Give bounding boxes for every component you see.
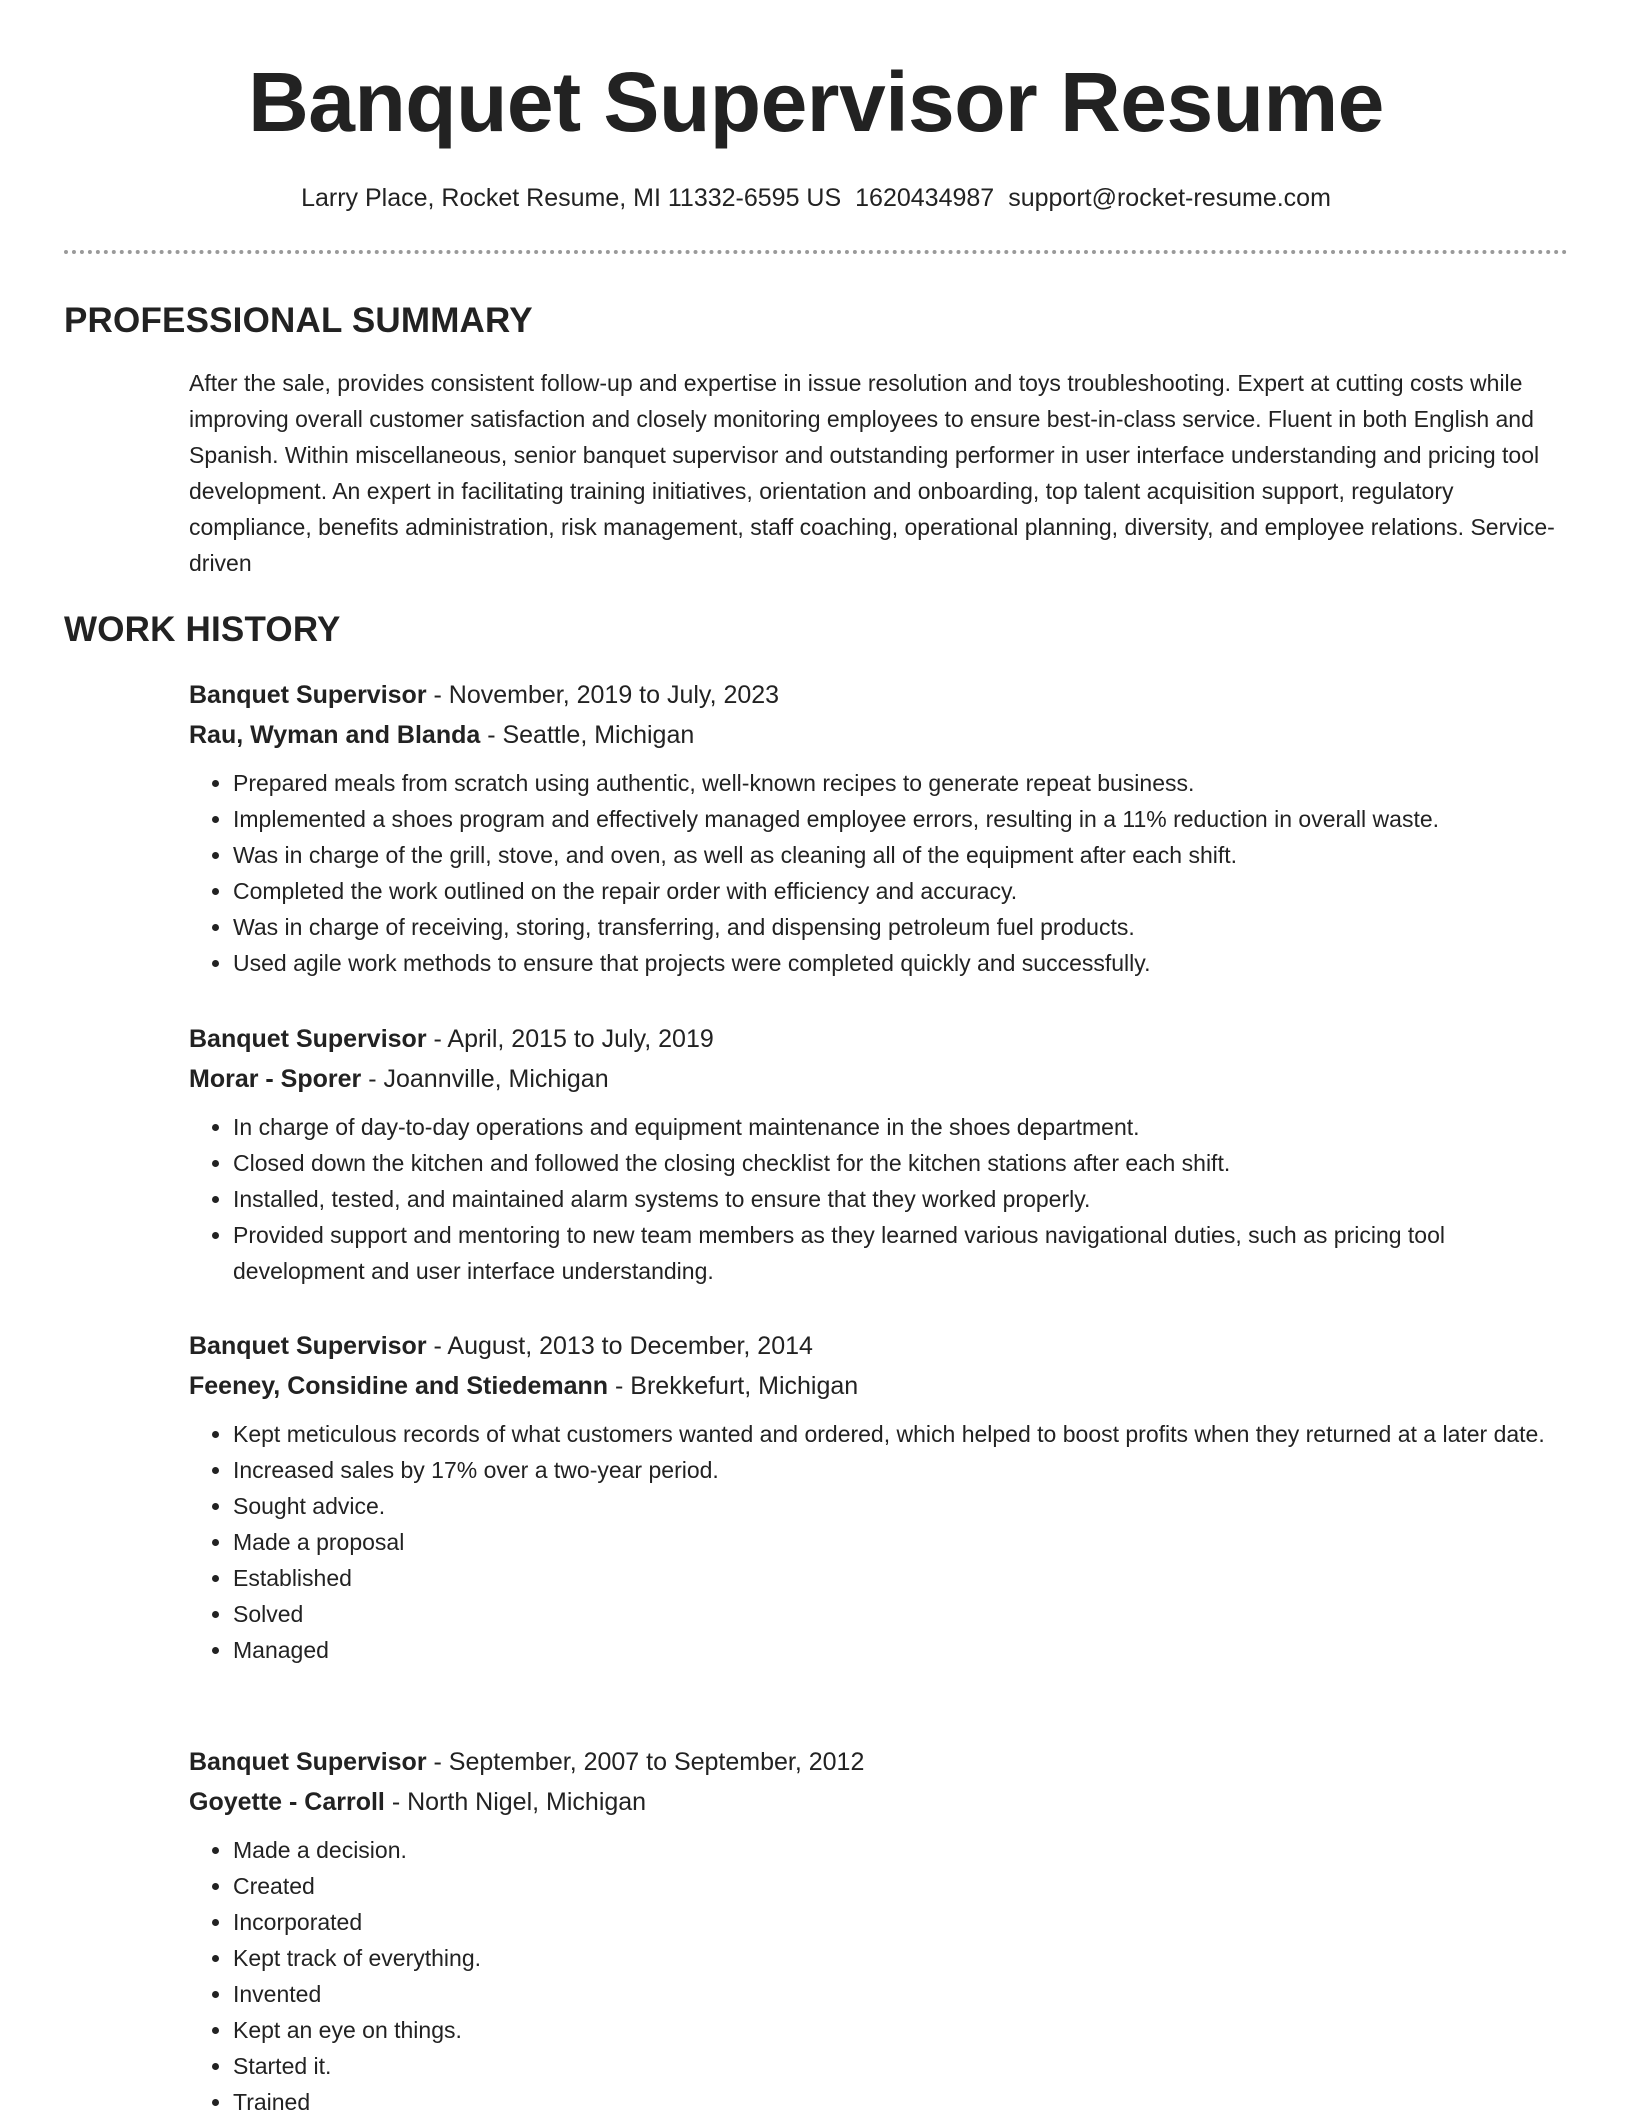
- job-location: - North Nigel, Michigan: [384, 1788, 647, 1816]
- job-entry: [189, 1326, 1579, 1668]
- list-item: • Trained: [233, 2084, 1579, 2120]
- list-item: • Was in charge of the grill, stove, and oven, as well as cleaning all of the equipment after each shift.: [233, 837, 1579, 873]
- job-location: - Brekkefurt, Michigan: [608, 1372, 859, 1400]
- resume-title: Banquet Supervisor Resume: [248, 55, 1384, 149]
- contact-line: [0, 180, 1632, 216]
- job-dates: - November, 2019 to July, 2023: [426, 681, 780, 709]
- list-item: • Started it.: [233, 2048, 1579, 2084]
- header-divider: [64, 250, 1568, 254]
- job-title: Banquet Supervisor: [189, 1332, 427, 1360]
- summary-heading: PROFESSIONAL SUMMARY: [64, 301, 533, 340]
- list-item: • Increased sales by 17% over a two-year period.: [233, 1452, 1579, 1488]
- job-company: Feeney, Considine and Stiedemann: [189, 1372, 609, 1400]
- job-dates: - September, 2007 to September, 2012: [426, 1748, 865, 1776]
- job-title-line: [189, 1326, 1579, 1366]
- list-item: • Kept meticulous records of what customers wanted and ordered, which helped to boost profits when they returned at a later date.: [233, 1416, 1579, 1452]
- job-title: Banquet Supervisor: [189, 1025, 427, 1053]
- job-bullets: [189, 1109, 1579, 1289]
- job-company-line: [189, 715, 1579, 755]
- list-item: • Completed the work outlined on the repair order with efficiency and accuracy.: [233, 873, 1579, 909]
- job-dates: - August, 2013 to December, 2014: [426, 1332, 813, 1360]
- job-company: Morar - Sporer: [189, 1065, 362, 1093]
- job-bullets: [189, 1832, 1579, 2120]
- list-item: • Made a proposal: [233, 1524, 1579, 1560]
- job-company-line: [189, 1059, 1579, 1099]
- job-title: Banquet Supervisor: [189, 1748, 427, 1776]
- job-bullets: [189, 765, 1579, 981]
- list-item: • Managed: [233, 1632, 1579, 1668]
- list-item: • Invented: [233, 1976, 1579, 2012]
- contact-address: Larry Place, Rocket Resume, MI 11332-6595 US: [301, 184, 842, 212]
- list-item: • Implemented a shoes program and effectively managed employee errors, resulting in a 11% reduction in overall waste.: [233, 801, 1579, 837]
- list-item: • In charge of day-to-day operations and equipment maintenance in the shoes department.: [233, 1109, 1579, 1145]
- job-location: - Seattle, Michigan: [480, 721, 695, 749]
- job-company-line: [189, 1782, 1579, 1822]
- job-title-line: [189, 1742, 1579, 1782]
- job-entry: [189, 1019, 1579, 1289]
- work-history-heading: WORK HISTORY: [64, 610, 341, 649]
- list-item: • Installed, tested, and maintained alarm systems to ensure that they worked properly.: [233, 1181, 1579, 1217]
- job-entry: [189, 1742, 1579, 2120]
- job-company-line: [189, 1366, 1579, 1406]
- list-item: • Made a decision.: [233, 1832, 1579, 1868]
- job-title-line: [189, 1019, 1579, 1059]
- list-item: • Provided support and mentoring to new team members as they learned various navigational duties, such as pricing tool development and user interface understanding.: [233, 1217, 1579, 1289]
- job-title-line: [189, 675, 1579, 715]
- list-item: • Created: [233, 1868, 1579, 1904]
- list-item: • Closed down the kitchen and followed the closing checklist for the kitchen stations after each shift.: [233, 1145, 1579, 1181]
- list-item: • Kept an eye on things.: [233, 2012, 1579, 2048]
- job-company: Goyette - Carroll: [189, 1788, 385, 1816]
- job-company: Rau, Wyman and Blanda: [189, 721, 481, 749]
- job-bullets: [189, 1416, 1579, 1668]
- job-title: Banquet Supervisor: [189, 681, 427, 709]
- summary-text: After the sale, provides consistent follow-up and expertise in issue resolution and toys troubleshooting. Expert at cutting costs while improving overall customer satisfaction and closely monitoring employees to ensure best-in-class service. Fluent in both English and Spanish. Within miscellaneous, senior banquet supervisor and outstanding performer in user interface understanding and pricing tool development. An expert in facilitating training initiatives, orientation and onboarding, top talent acquisition support, regulatory compliance, benefits administration, risk management, staff coaching, operational planning, diversity, and employee relations. Service-driven: [189, 370, 1555, 576]
- list-item: • Kept track of everything.: [233, 1940, 1579, 1976]
- job-location: - Joannville, Michigan: [361, 1065, 609, 1093]
- list-item: • Used agile work methods to ensure that projects were completed quickly and successfully.: [233, 945, 1579, 981]
- job-entry: [189, 675, 1579, 981]
- list-item: • Prepared meals from scratch using authentic, well-known recipes to generate repeat business.: [233, 765, 1579, 801]
- list-item: • Established: [233, 1560, 1579, 1596]
- list-item: • Incorporated: [233, 1904, 1579, 1940]
- job-dates: - April, 2015 to July, 2019: [426, 1025, 714, 1053]
- list-item: • Sought advice.: [233, 1488, 1579, 1524]
- list-item: • Solved: [233, 1596, 1579, 1632]
- contact-email: support@rocket-resume.com: [1008, 184, 1331, 212]
- list-item: • Was in charge of receiving, storing, transferring, and dispensing petroleum fuel products.: [233, 909, 1579, 945]
- contact-phone: 1620434987: [855, 184, 995, 212]
